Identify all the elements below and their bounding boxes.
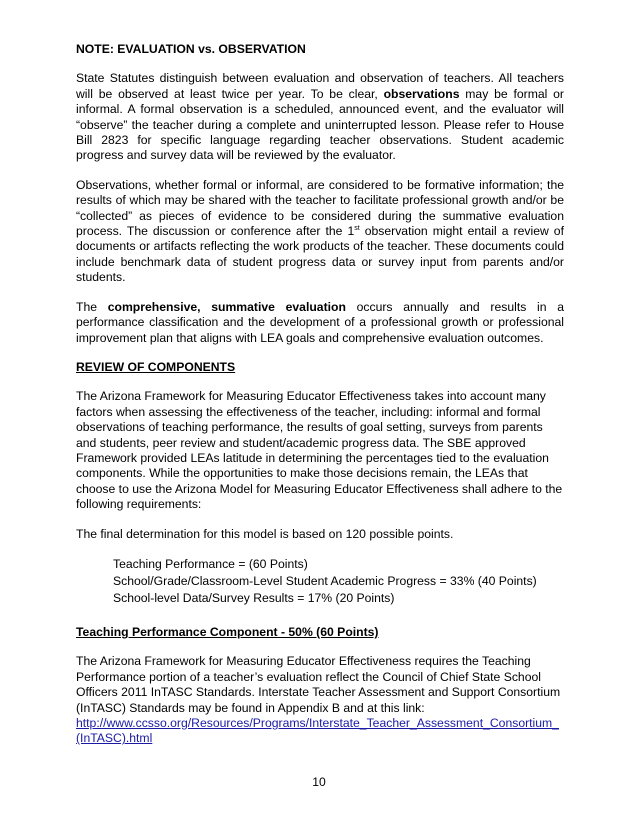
review-paragraph-1: The Arizona Framework for Measuring Educator Effectiveness takes into account many factors when assessing the effectiveness of the teacher, including: informal and formal observations of teaching performance, the results of goal setting, surveys from parents and students, peer review and student/academic progress data. The SBE approved Framework provided LEAs latitude in determining the percentages tied to the evaluation components. While the opportunities to make those decisions remain, the LEAs that choose to use the Arizona Model for Measuring Educator Effectiveness shall adhere to the following requirements: — [76, 389, 563, 512]
points-item-academic-progress: School/Grade/Classroom-Level Student Academic Progress = 33% (40 Points) — [113, 573, 537, 588]
teaching-paragraph — [76, 654, 564, 746]
page-number: 10 — [312, 775, 326, 789]
note-para2-text-a: Observations, whether formal or informal, are considered to be formative information; the results of which may be shared with the teacher to facilitate professional growth and/or be “collected” as pieces of evidence to be considered during the summative evaluation process. The discussion or conference after the 1 — [76, 177, 564, 239]
page-content — [76, 42, 564, 761]
points-list — [113, 556, 564, 607]
section-spacer — [76, 607, 564, 625]
observations-emphasis: observations — [383, 86, 460, 101]
note-para2-text-b: observation might entail a review of documents or artifacts reflecting the work products of the teacher. These documents could include benchmark data of student progress data or survey input from parents and/or students. — [76, 224, 564, 285]
intasc-link[interactable]: http://www.ccsso.org/Resources/Programs/Interstate_Teacher_Assessment_Consortium_(InTASC).html — [76, 716, 559, 746]
note-paragraph-2 — [76, 178, 564, 286]
note-paragraph-3 — [76, 300, 564, 346]
note-para3-text-b: occurs annually and results in a performance classification and the development of a professional growth or professional improvement plan that aligns with LEA goals and comprehensive evaluation outcomes. — [76, 299, 564, 345]
review-paragraph-2: The final determination for this model is based on 120 possible points. — [76, 526, 454, 541]
points-item-teaching: Teaching Performance = (60 Points) — [113, 556, 308, 571]
teaching-paragraph-text: The Arizona Framework for Measuring Educator Effectiveness requires the Teaching Performance portion of a teacher’s evaluation reflect the Council of Chief State School Officers 2011 InTASC Standards. Interstate Teacher Assessment and Support Consortium (InTASC) Standards may be found in Appendix B and at this link: — [76, 654, 561, 715]
points-item-survey: School-level Data/Survey Results = 17% (20 Points) — [113, 590, 395, 605]
summative-evaluation-emphasis: comprehensive, summative evaluation — [107, 299, 346, 314]
note-para1-text-b: may be formal or informal. A formal observation is a scheduled, announced event, and the evaluator will “observe” the teacher during a complete and uninterrupted lesson. Please refer to House Bill 2823 for specific language regarding teacher observations. Student academic progress and survey data will be reviewed by the evaluator. — [76, 86, 564, 163]
note-para3-text-a: The — [76, 299, 108, 314]
review-heading: REVIEW OF COMPONENTS — [76, 359, 236, 374]
note-heading: NOTE: EVALUATION vs. OBSERVATION — [76, 42, 306, 56]
note-para1-text-a: State Statutes distinguish between evaluation and observation of teachers. All teachers will be observed at least twice per year. To be clear, — [76, 71, 564, 101]
teaching-heading: Teaching Performance Component - 50% (60 Points) — [76, 624, 379, 639]
ordinal-superscript: st — [354, 225, 360, 233]
note-paragraph-1 — [76, 71, 564, 163]
